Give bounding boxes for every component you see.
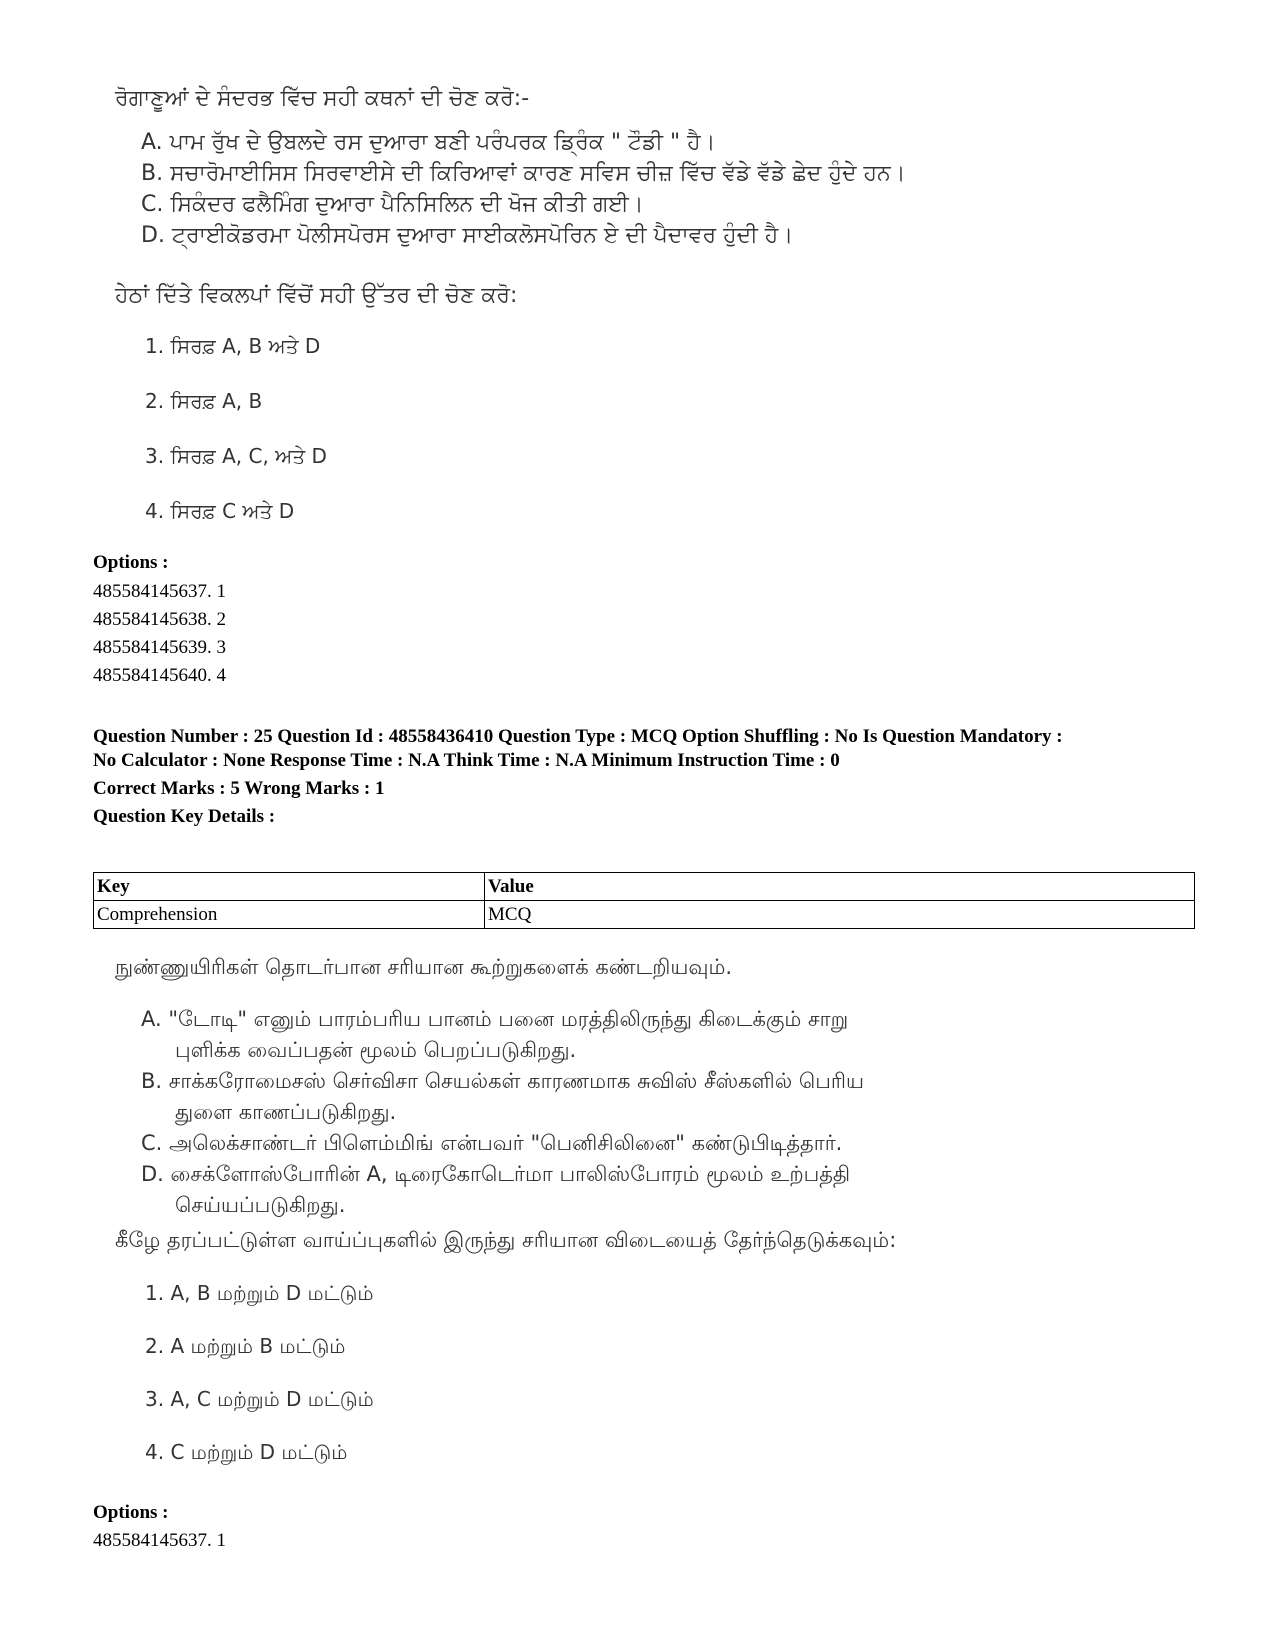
question-stem: ਰੋਗਾਣੂਆਂ ਦੇ ਸੰਦਰਭ ਵਿੱਚ ਸਹੀ ਕਥਨਾਂ ਦੀ ਚੋਣ ਕਰੋ:-	[115, 86, 530, 111]
marks-line: Correct Marks : 5 Wrong Marks : 1	[93, 778, 385, 799]
statement-c: C. ਸਿਕੰਦਰ ਫਲੈਮਿੰਗ ਦੁਆਰਾ ਪੈਨਿਸਿਲਿਨ ਦੀ ਖੋਜ ਕੀਤੀ ਗਈ।	[141, 192, 644, 217]
table-cell: Comprehension	[94, 901, 485, 929]
question-image-punjabi	[115, 86, 1115, 251]
option-item: 485584145637. 1	[93, 1530, 226, 1551]
instruction-text: ਹੇਠਾਂ ਦਿੱਤੇ ਵਿਕਲਪਾਂ ਵਿੱਚੋਂ ਸਹੀ ਉੱਤਰ ਦੀ ਚੋਣ ਕਰੋ:	[115, 283, 518, 308]
instruction-punjabi	[115, 283, 1015, 308]
table-row	[94, 901, 1195, 929]
choice-1: 1. ਸਿਰਫ਼ A, B ਅਤੇ D	[145, 334, 321, 358]
choice-3: 3. A, C மற்றும் D மட்டும்	[145, 1387, 374, 1411]
table-cell: MCQ	[485, 901, 1195, 929]
question-meta-line1: Question Number : 25 Question Id : 48558436410 Question Type : MCQ Option Shuffling : No Is Question Mandatory :	[93, 726, 1063, 747]
choice-1: 1. A, B மற்றும் D மட்டும்	[145, 1281, 374, 1305]
choice-4: 4. C மற்றும் D மட்டும்	[145, 1440, 348, 1464]
choice-2: 2. A மற்றும் B மட்டும்	[145, 1334, 346, 1358]
instruction-tamil	[115, 1228, 1115, 1255]
option-item: 485584145640. 4	[93, 665, 226, 686]
instruction-text: கீழே தரப்பட்டுள்ள வாய்ப்புகளில் இருந்து சரியான விடையைத் தேர்ந்தெடுக்கவும்:	[115, 1228, 897, 1252]
question-stem: நுண்ணுயிரிகள் தொடர்பான சரியான கூற்றுகளைக் கண்டறியவும்.	[115, 955, 733, 979]
statement-b: B. ਸਚਾਰੋਮਾਈਸਿਸ ਸਿਰਵਾਈਸੇ ਦੀ ਕਿਰਿਆਵਾਂ ਕਾਰਣ ਸਵਿਸ ਚੀਜ਼ ਵਿੱਚ ਵੱਡੇ ਵੱਡੇ ਛੇਦ ਹੁੰਦੇ ਹਨ।	[141, 161, 906, 186]
options-label: Options :	[93, 1502, 169, 1523]
statement-d: D. ਟ੍ਰਾਈਕੋਡਰਮਾ ਪੋਲੀਸਪੋਰਸ ਦੁਆਰਾ ਸਾਈਕਲੋਸਪੋਰਿਨ ਏ ਦੀ ਪੈਦਾਵਰ ਹੁੰਦੀ ਹੈ।	[141, 223, 794, 248]
key-details-label: Question Key Details :	[93, 806, 276, 827]
choice-2: 2. ਸਿਰਫ਼ A, B	[145, 389, 263, 413]
statement-d: D. சைக்ளோஸ்போரின் A, டிரைகோடெர்மா பாலிஸ்போரம் மூலம் உற்பத்தி செய்யப்படுகிறது.	[141, 1162, 851, 1217]
option-item: 485584145637. 1	[93, 581, 226, 602]
table-header-value: Value	[485, 873, 1195, 901]
statement-b: B. சாக்கரோமைசஸ் செர்விசா செயல்கள் காரணமாக சுவிஸ் சீஸ்களில் பெரிய துளை காணப்படுகிறது.	[141, 1069, 864, 1124]
choice-3: 3. ਸਿਰਫ਼ A, C, ਅਤੇ D	[145, 444, 327, 468]
choice-4: 4. ਸਿਰਫ਼ C ਅਤੇ D	[145, 499, 295, 523]
question-meta-line2: No Calculator : None Response Time : N.A Think Time : N.A Minimum Instruction Time : 0	[93, 750, 840, 771]
table-header-key: Key	[94, 873, 485, 901]
statement-a: A. ਪਾਮ ਰੁੱਖ ਦੇ ਉਬਲਦੇ ਰਸ ਦੁਆਰਾ ਬਣੀ ਪਰੰਪਰਕ ਡ੍ਰਿੰਕ " ਟੌਡੀ " ਹੈ।	[141, 130, 716, 155]
option-item: 485584145639. 3	[93, 637, 226, 658]
table-header-row	[94, 873, 1195, 901]
options-label: Options :	[93, 552, 169, 573]
statement-a: A. "டோடி" எனும் பாரம்பரிய பானம் பனை மரத்திலிருந்து கிடைக்கும் சாறு புளிக்க வைப்பதன் மூலம் பெறப்படுகிறது.	[141, 1007, 849, 1062]
statement-c: C. அலெக்சாண்டர் பிளெம்மிங் என்பவர் "பெனிசிலினை" கண்டுபிடித்தார்.	[141, 1131, 843, 1155]
question-image-tamil	[115, 955, 1135, 1221]
option-item: 485584145638. 2	[93, 609, 226, 630]
key-details-table	[93, 872, 1195, 929]
